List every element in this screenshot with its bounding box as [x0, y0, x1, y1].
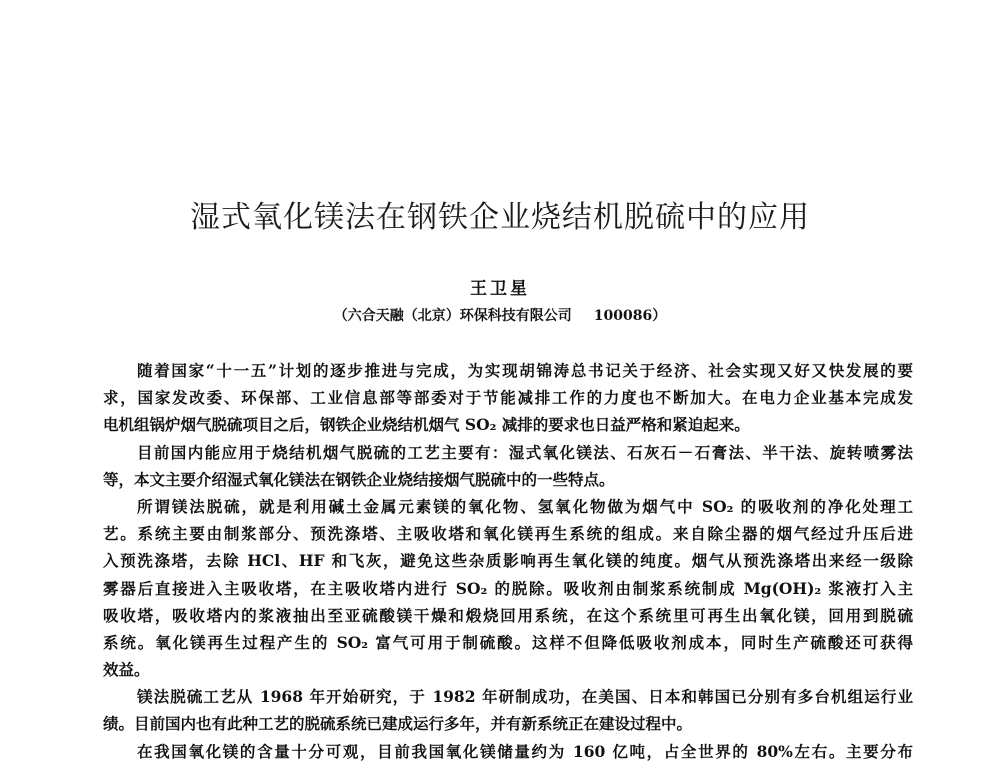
paragraph-line: 效益。 — [103, 660, 150, 680]
paragraph-line: 随着国家“十一五”计划的逐步推进与完成，为实现胡锦涛总书记关于经济、社会实现又好又快发展的要 — [137, 361, 913, 380]
paragraph-line: 所谓镁法脱硫，就是利用碱土金属元素镁的氧化物、氢氧化物做为烟气中 SO₂ 的吸收剂的净化处理工 — [137, 496, 913, 516]
paragraph-line: 等，本文主要介绍湿式氧化镁法在钢铁企业烧结接烟气脱硫中的一些特点。 — [103, 469, 615, 489]
paragraph-line: 绩。目前国内也有此种工艺的脱硫系统已建成运行多年，并有新系统正在建设过程中。 — [103, 714, 693, 734]
author-affiliation — [0, 305, 1000, 325]
affiliation-org: （六合天融（北京）环保科技有限公司 — [333, 308, 572, 324]
author-name: 王卫星 — [470, 279, 530, 299]
paragraph-line: 在我国氧化镁的含量十分可观，目前我国氧化镁储量约为 160 亿吨，占全世界的 80%左右。主要分布 — [137, 741, 913, 761]
paragraph-line: 电机组锅炉烟气脱硫项目之后，钢铁企业烧结机烟气 SO₂ 减排的要求也日益严格和紧迫起来。 — [103, 415, 750, 435]
paragraph-line: 镁法脱硫工艺从 1968 年开始研究，于 1982 年研制成功，在美国、日本和韩国已分别有多台机组运行业 — [137, 687, 913, 707]
paragraph-line: 系统。氧化镁再生过程产生的 SO₂ 富气可用于制硫酸。这样不但降低吸收剂成本，同时生产硫酸还可获得 — [103, 632, 913, 652]
paragraph-line: 目前国内能应用于烧结机烟气脱硫的工艺主要有：湿式氧化镁法、石灰石－石膏法、半干法、旋转喷雾法 — [137, 442, 913, 462]
paragraph-line: 求，国家发改委、环保部、工业信息部等部委对于节能减排工作的力度也不断加大。在电力企业基本完成发 — [103, 388, 913, 408]
article-title: 湿式氧化镁法在钢铁企业烧结机脱硫中的应用 — [190, 200, 810, 235]
article-body — [103, 357, 913, 765]
paragraph-line: 入预洗涤塔，去除 HCl、HF 和飞灰，避免这些杂质影响再生氧化镁的纯度。烟气从预洗涤塔出来经一级除 — [103, 551, 913, 571]
paragraph-line: 雾器后直接进入主吸收塔，在主吸收塔内进行 SO₂ 的脱除。吸收剂由制浆系统制成 Mg(OH)₂ 浆液打入主 — [103, 578, 913, 598]
paragraph-line: 艺。系统主要由制浆部分、预洗涤塔、主吸收塔和氧化镁再生系统的组成。来自除尘器的烟气经过升压后进 — [103, 524, 913, 544]
paragraph-line: 吸收塔，吸收塔内的浆液抽出至亚硫酸镁干燥和煅烧回用系统，在这个系统里可再生出氧化镁，回用到脱硫 — [103, 605, 913, 625]
affiliation-zip: 100086） — [593, 308, 667, 324]
